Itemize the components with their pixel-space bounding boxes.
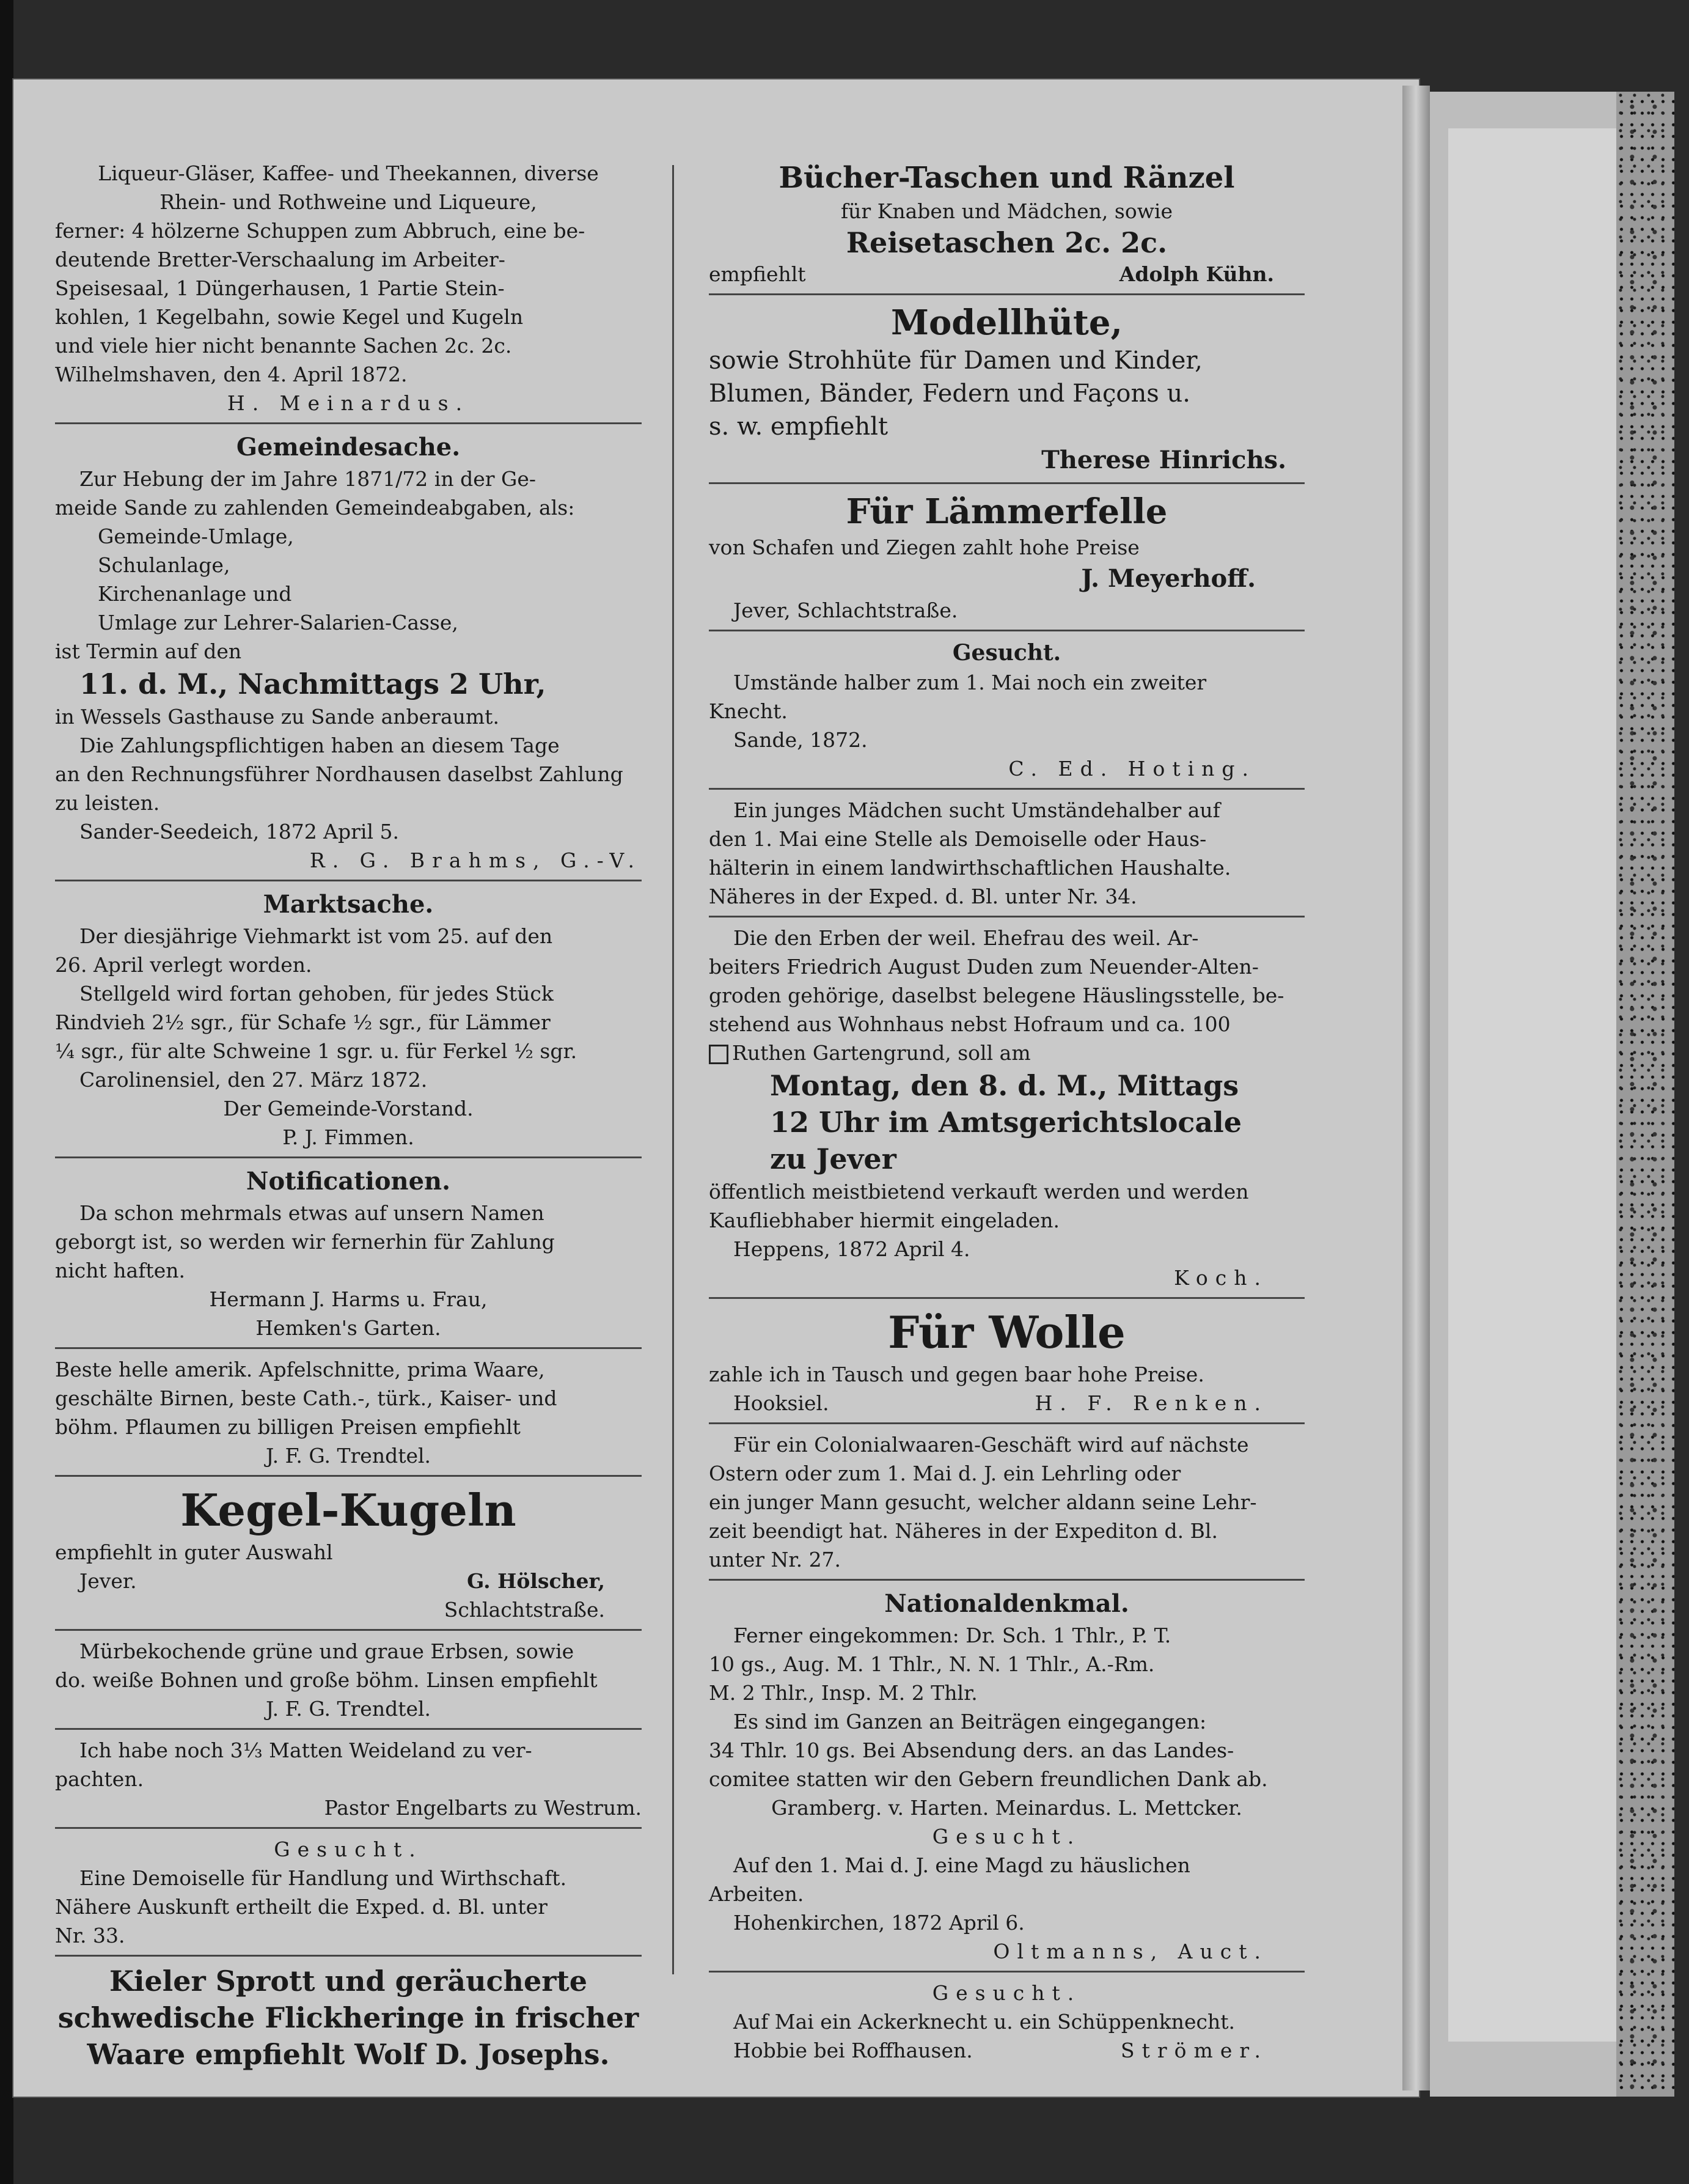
place: Hobbie bei Roffhausen. <box>733 2039 973 2062</box>
line: Ich habe noch 3⅓ Matten Weideland zu ver- <box>79 1738 532 1762</box>
line: pachten. <box>55 1767 144 1791</box>
heading: Für Lämmerfelle <box>846 491 1168 532</box>
line: hälterin in einem landwirthschaftlichen Haushalte. <box>709 856 1231 880</box>
signature: Oltmanns, Auct. <box>993 1939 1268 1963</box>
apfel-ad <box>55 1355 642 1470</box>
signature: R. G. Brahms, G.-V. <box>309 848 642 872</box>
heading: Gemeindesache. <box>236 433 461 461</box>
signature: J. Meyerhoff. <box>1081 564 1256 593</box>
line: Stellgeld wird fortan gehoben, für jedes Stück <box>79 982 554 1006</box>
divider <box>55 1827 642 1829</box>
date-highlight: zu Jever <box>770 1142 896 1175</box>
sprott-ad <box>55 1963 642 2073</box>
line: do. weiße Bohnen und große böhm. Linsen empfiehlt <box>55 1668 598 1692</box>
signature: Hermann J. Harms u. Frau, <box>209 1287 488 1311</box>
line: Ein junges Mädchen sucht Umständehalber auf <box>733 798 1220 822</box>
line: 26. April verlegt worden. <box>55 953 312 977</box>
line: Sande, 1872. <box>733 728 868 752</box>
signature: J. F. G. Trendtel. <box>265 1697 431 1721</box>
heading: Gesucht. <box>952 640 1061 666</box>
signature: C. Ed. Hoting. <box>1008 757 1256 781</box>
line: Da schon mehrmals etwas auf unsern Namen <box>79 1201 544 1225</box>
signature-row <box>709 1389 1305 1417</box>
heading: Nationaldenkmal. <box>884 1589 1129 1618</box>
line: zu leisten. <box>55 791 160 815</box>
divider <box>55 1347 642 1349</box>
signature-row <box>709 260 1305 289</box>
line: Rindvieh 2½ sgr., für Schafe ½ sgr., für Lämmer <box>55 1010 551 1034</box>
line: Auf den 1. Mai d. J. eine Magd zu häuslichen <box>733 1853 1190 1877</box>
gemeinde-notice <box>55 430 642 875</box>
subheading: Reisetaschen 2c. 2c. <box>846 226 1168 259</box>
line: Eine Demoiselle für Handlung und Wirthschaft. <box>79 1866 567 1890</box>
line: Arbeiten. <box>709 1882 804 1906</box>
national-notice <box>709 1587 1305 1822</box>
line: Es sind im Ganzen an Beiträgen eingegangen: <box>733 1710 1207 1734</box>
signature-row <box>55 1567 642 1595</box>
signature: Koch. <box>1174 1266 1268 1290</box>
line: kohlen, 1 Kegelbahn, sowie Kegel und Kugeln <box>55 305 524 329</box>
line: Nr. 33. <box>55 1924 125 1947</box>
line: s. w. empfiehlt <box>709 413 888 441</box>
line: ferner: 4 hölzerne Schuppen zum Abbruch, eine be- <box>55 219 585 243</box>
line: beiters Friedrich August Duden zum Neuender-Alten- <box>709 955 1259 979</box>
divider <box>709 630 1305 631</box>
divider <box>709 916 1305 917</box>
left-column <box>55 159 642 2073</box>
date-highlight: 12 Uhr im Amtsgerichtslocale <box>770 1106 1242 1139</box>
line: ist Termin auf den <box>55 639 242 663</box>
signature: Der Gemeinde-Vorstand. <box>223 1097 474 1120</box>
cover-board <box>1430 92 1674 2097</box>
heading: Gesucht. <box>932 1981 1082 2005</box>
line: Rhein- und Rothweine und Liqueure, <box>159 190 537 214</box>
date-highlight: Montag, den 8. d. M., Mittags <box>770 1069 1239 1102</box>
line: für Knaben und Mädchen, sowie <box>840 199 1173 223</box>
place: Jever, Schlachtstraße. <box>733 598 958 622</box>
signature: H. Meinardus. <box>227 391 470 415</box>
line: empfiehlt <box>709 262 806 286</box>
line: Waare empfiehlt Wolf D. Josephs. <box>87 2038 610 2071</box>
line: unter Nr. 27. <box>709 1548 841 1572</box>
heading: Modellhüte, <box>890 303 1123 343</box>
divider <box>709 482 1305 484</box>
line: ein junger Mann gesucht, welcher aldann seine Lehr- <box>709 1490 1257 1514</box>
line: 10 gs., Aug. M. 1 Thlr., N. N. 1 Thlr., A.-Rm. <box>709 1652 1155 1676</box>
line: und viele hier nicht benannte Sachen 2c. 2c. <box>55 334 512 358</box>
line: Die Zahlungspflichtigen haben an diesem Tage <box>79 734 560 757</box>
auction-notice <box>55 159 642 417</box>
line: Für ein Colonialwaaren-Geschäft wird auf nächste <box>733 1433 1249 1457</box>
line: Ruthen Gartengrund, soll am <box>732 1041 1031 1065</box>
line: Näheres in der Exped. d. Bl. unter Nr. 34. <box>709 884 1137 908</box>
markt-notice <box>55 888 642 1152</box>
background-left <box>0 0 13 2184</box>
signature: G. Hölscher, <box>467 1569 605 1593</box>
line: Mürbekochende grüne und graue Erbsen, sowie <box>79 1639 574 1663</box>
notif-notice <box>55 1164 642 1342</box>
column-divider <box>672 165 674 1974</box>
line: zeit beendigt hat. Näheres in der Expediton d. Bl. <box>709 1519 1218 1543</box>
heading: Marktsache. <box>263 890 434 919</box>
signature: Strömer. <box>1121 2039 1268 2062</box>
line: sowie Strohhüte für Damen und Kinder, <box>709 347 1203 375</box>
line: Ostern oder zum 1. Mai d. J. ein Lehrling oder <box>709 1462 1181 1485</box>
line: meide Sande zu zahlenden Gemeindeabgaben, als: <box>55 496 575 520</box>
maedchen-ad <box>709 796 1305 911</box>
line: M. 2 Thlr., Insp. M. 2 Thlr. <box>709 1681 978 1705</box>
kegel-ad <box>55 1483 642 1624</box>
line: Beste helle amerik. Apfelschnitte, prima Waare, <box>55 1358 545 1381</box>
verkauf-notice <box>709 924 1305 1292</box>
list-item: Schulanlage, <box>98 553 230 577</box>
line: Speisesaal, 1 Düngerhausen, 1 Partie Stein- <box>55 276 505 300</box>
line: Zur Hebung der im Jahre 1871/72 in der Ge- <box>79 467 537 491</box>
line: Carolinensiel, den 27. März 1872. <box>79 1068 428 1092</box>
line: nicht haften. <box>55 1259 185 1282</box>
line: von Schafen und Ziegen zahlt hohe Preise <box>709 535 1140 559</box>
line: Blumen, Bänder, Federn und Façons u. <box>709 380 1190 408</box>
place: Jever. <box>79 1569 137 1593</box>
line: 34 Thlr. 10 gs. Bei Absendung ders. an das Landes- <box>709 1738 1234 1762</box>
colonial-ad <box>709 1430 1305 1574</box>
line: Nähere Auskunft ertheilt die Exped. d. Bl. unter <box>55 1895 548 1919</box>
line: Kieler Sprott und geräucherte <box>109 1965 587 1998</box>
taschen-ad <box>709 159 1305 289</box>
line: Kaufliebhaber hiermit eingeladen. <box>709 1208 1060 1232</box>
line: Hohenkirchen, 1872 April 6. <box>733 1911 1025 1935</box>
line: in Wessels Gasthause zu Sande anberaumt. <box>55 705 499 729</box>
square-symbol <box>709 1045 728 1064</box>
wolle-ad <box>709 1305 1305 1417</box>
erbsen-ad <box>55 1637 642 1723</box>
divider <box>55 1475 642 1477</box>
line: Knecht. <box>709 699 788 723</box>
list-item: Gemeinde-Umlage, <box>98 524 294 548</box>
divider <box>709 1297 1305 1299</box>
divider <box>709 788 1305 790</box>
page-edge <box>1402 86 1430 2090</box>
line: Auf Mai ein Ackerknecht u. ein Schüppenknecht. <box>733 2010 1235 2034</box>
line: schwedische Flickheringe in frischer <box>57 2001 639 2034</box>
line: groden gehörige, daselbst belegene Häuslingsstelle, be- <box>709 984 1284 1007</box>
divider <box>709 1971 1305 1973</box>
signature: Pastor Engelbarts zu Westrum. <box>324 1796 642 1820</box>
signature: Hemken's Garten. <box>255 1316 441 1340</box>
signature: Therese Hinrichs. <box>1041 446 1286 474</box>
gesucht-magd <box>709 1822 1305 1966</box>
divider <box>55 880 642 881</box>
line: Umstände halber zum 1. Mai noch ein zweiter <box>733 671 1207 694</box>
gesucht-ackerknecht <box>709 1979 1305 2065</box>
laemmer-ad <box>709 490 1305 625</box>
line: Die den Erben der weil. Ehefrau des weil. Ar- <box>733 926 1199 950</box>
place: Hooksiel. <box>733 1391 829 1415</box>
heading: Für Wolle <box>888 1306 1126 1358</box>
line: empfiehlt in guter Auswahl <box>55 1540 333 1564</box>
signature: H. F. Renken. <box>1035 1391 1268 1415</box>
list-item: Kirchenanlage und <box>98 582 292 606</box>
signature: Gramberg. v. Harten. Meinardus. L. Mettcker. <box>771 1796 1242 1820</box>
line: stehend aus Wohnhaus nebst Hofraum und ca. 100 <box>709 1012 1231 1036</box>
divider <box>55 1629 642 1631</box>
mode-ad <box>709 301 1305 477</box>
signature: J. F. G. Trendtel. <box>265 1444 431 1468</box>
line: den 1. Mai eine Stelle als Demoiselle oder Haus- <box>709 827 1207 851</box>
heading: Kegel-Kugeln <box>180 1484 516 1536</box>
signature: Schlachtstraße. <box>444 1598 605 1622</box>
line: ¼ sgr., für alte Schweine 1 sgr. u. für Ferkel ½ sgr. <box>55 1039 577 1063</box>
divider <box>55 1955 642 1957</box>
divider <box>709 1579 1305 1581</box>
line: comitee statten wir den Gebern freundlichen Dank ab. <box>709 1767 1268 1791</box>
gesucht-ad <box>55 1835 642 1950</box>
line: zahle ich in Tausch und gegen baar hohe Preise. <box>709 1362 1204 1386</box>
line: geschälte Birnen, beste Cath.-, türk., Kaiser- und <box>55 1386 557 1410</box>
weide-ad <box>55 1736 642 1822</box>
list-item: Umlage zur Lehrer-Salarien-Casse, <box>98 611 458 634</box>
divider <box>55 422 642 424</box>
heading: Gesucht. <box>932 1825 1082 1848</box>
line: Sander-Seedeich, 1872 April 5. <box>79 820 399 844</box>
divider <box>55 1728 642 1730</box>
line: deutende Bretter-Verschaalung im Arbeiter- <box>55 248 505 271</box>
divider <box>709 293 1305 295</box>
gesucht-knecht <box>709 638 1305 783</box>
line: Wilhelmshaven, den 4. April 1872. <box>55 362 408 386</box>
signature: P. J. Fimmen. <box>282 1125 414 1149</box>
right-column <box>709 159 1305 2065</box>
heading: Gesucht. <box>274 1837 423 1861</box>
line: an den Rechnungsführer Nordhausen daselbst Zahlung <box>55 762 623 786</box>
line: Heppens, 1872 April 4. <box>733 1237 970 1261</box>
signature: Adolph Kühn. <box>1119 262 1274 286</box>
divider <box>55 1156 642 1158</box>
heading: Notificationen. <box>246 1167 451 1196</box>
date-highlight: 11. d. M., Nachmittags 2 Uhr, <box>79 667 546 700</box>
line: Ferner eingekommen: Dr. Sch. 1 Thlr., P. T. <box>733 1623 1171 1647</box>
heading: Bücher-Taschen und Ränzel <box>779 161 1235 195</box>
line: Liqueur-Gläser, Kaffee- und Theekannen, diverse <box>98 161 599 185</box>
divider <box>709 1422 1305 1424</box>
line: geborgt ist, so werden wir fernerhin für Zahlung <box>55 1230 555 1254</box>
line: öffentlich meistbietend verkauft werden und werden <box>709 1180 1249 1204</box>
line: böhm. Pflaumen zu billigen Preisen empfiehlt <box>55 1415 521 1439</box>
line: Der diesjährige Viehmarkt ist vom 25. auf den <box>79 924 553 948</box>
signature-row <box>709 2036 1305 2065</box>
